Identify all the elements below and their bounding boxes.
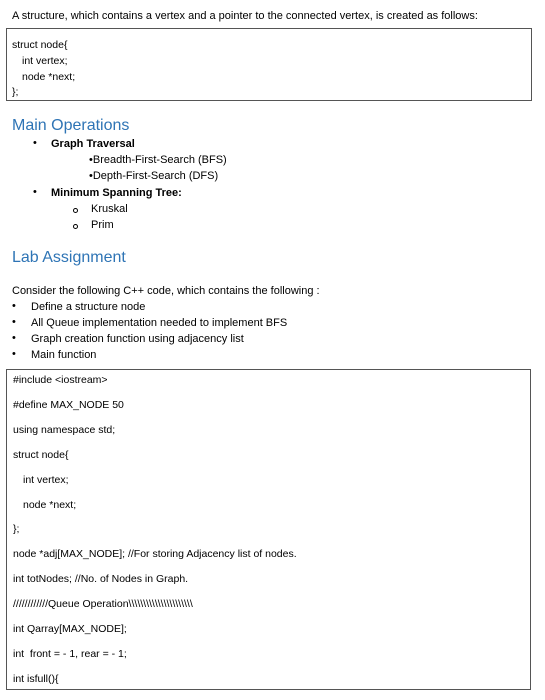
- code-line: int vertex;: [22, 55, 68, 67]
- circle-bullet-icon: [73, 208, 78, 213]
- code-line: struct node{: [13, 449, 69, 461]
- lab-assignment-heading: Lab Assignment: [12, 249, 126, 266]
- kruskal-item: Kruskal: [91, 203, 128, 215]
- lab-intro-text: Consider the following C++ code, which contains the following :: [12, 285, 320, 297]
- intro-text: A structure, which contains a vertex and a pointer to the connected vertex, is created as follows:: [12, 10, 478, 22]
- code-line: struct node{: [12, 39, 68, 51]
- lab-item: Define a structure node: [31, 301, 146, 313]
- graph-traversal-item: Graph Traversal: [51, 138, 135, 150]
- lab-item: All Queue implementation needed to implement BFS: [31, 317, 288, 329]
- bullet-icon: •: [33, 186, 37, 198]
- bullet-icon: •: [33, 137, 37, 149]
- code-line: };: [13, 523, 20, 535]
- code-listing-box: [6, 369, 531, 690]
- struct-code-box: [6, 28, 532, 101]
- code-line: int totNodes; //No. of Nodes in Graph.: [13, 573, 189, 585]
- code-line: };: [12, 86, 19, 98]
- bfs-item: •Breadth-First-Search (BFS): [89, 154, 227, 166]
- lab-item: Main function: [31, 349, 97, 361]
- code-line: int Qarray[MAX_NODE];: [13, 623, 127, 635]
- code-line: node *next;: [22, 71, 76, 83]
- code-line: node *adj[MAX_NODE]; //For storing Adjacency list of nodes.: [13, 548, 297, 560]
- dfs-item: •Depth-First-Search (DFS): [89, 170, 219, 182]
- mst-item: Minimum Spanning Tree:: [51, 187, 182, 199]
- code-line: #include <iostream>: [13, 374, 108, 386]
- code-line: node *next;: [23, 499, 77, 511]
- code-line: ////////////Queue Operation\\\\\\\\\\\\\\\\\\\\\\: [13, 598, 193, 610]
- bullet-icon: •: [12, 300, 16, 312]
- circle-bullet-icon: [73, 224, 78, 229]
- bullet-icon: •: [12, 316, 16, 328]
- code-line: int vertex;: [23, 474, 69, 486]
- bullet-icon: •: [12, 348, 16, 360]
- bullet-icon: •: [12, 332, 16, 344]
- code-line: int isfull(){: [13, 673, 59, 685]
- prim-item: Prim: [91, 219, 114, 231]
- code-line: using namespace std;: [13, 424, 116, 436]
- code-line: int front = - 1, rear = - 1;: [13, 648, 127, 660]
- lab-item: Graph creation function using adjacency list: [31, 333, 244, 345]
- main-operations-heading: Main Operations: [12, 117, 130, 134]
- code-line: #define MAX_NODE 50: [13, 399, 124, 411]
